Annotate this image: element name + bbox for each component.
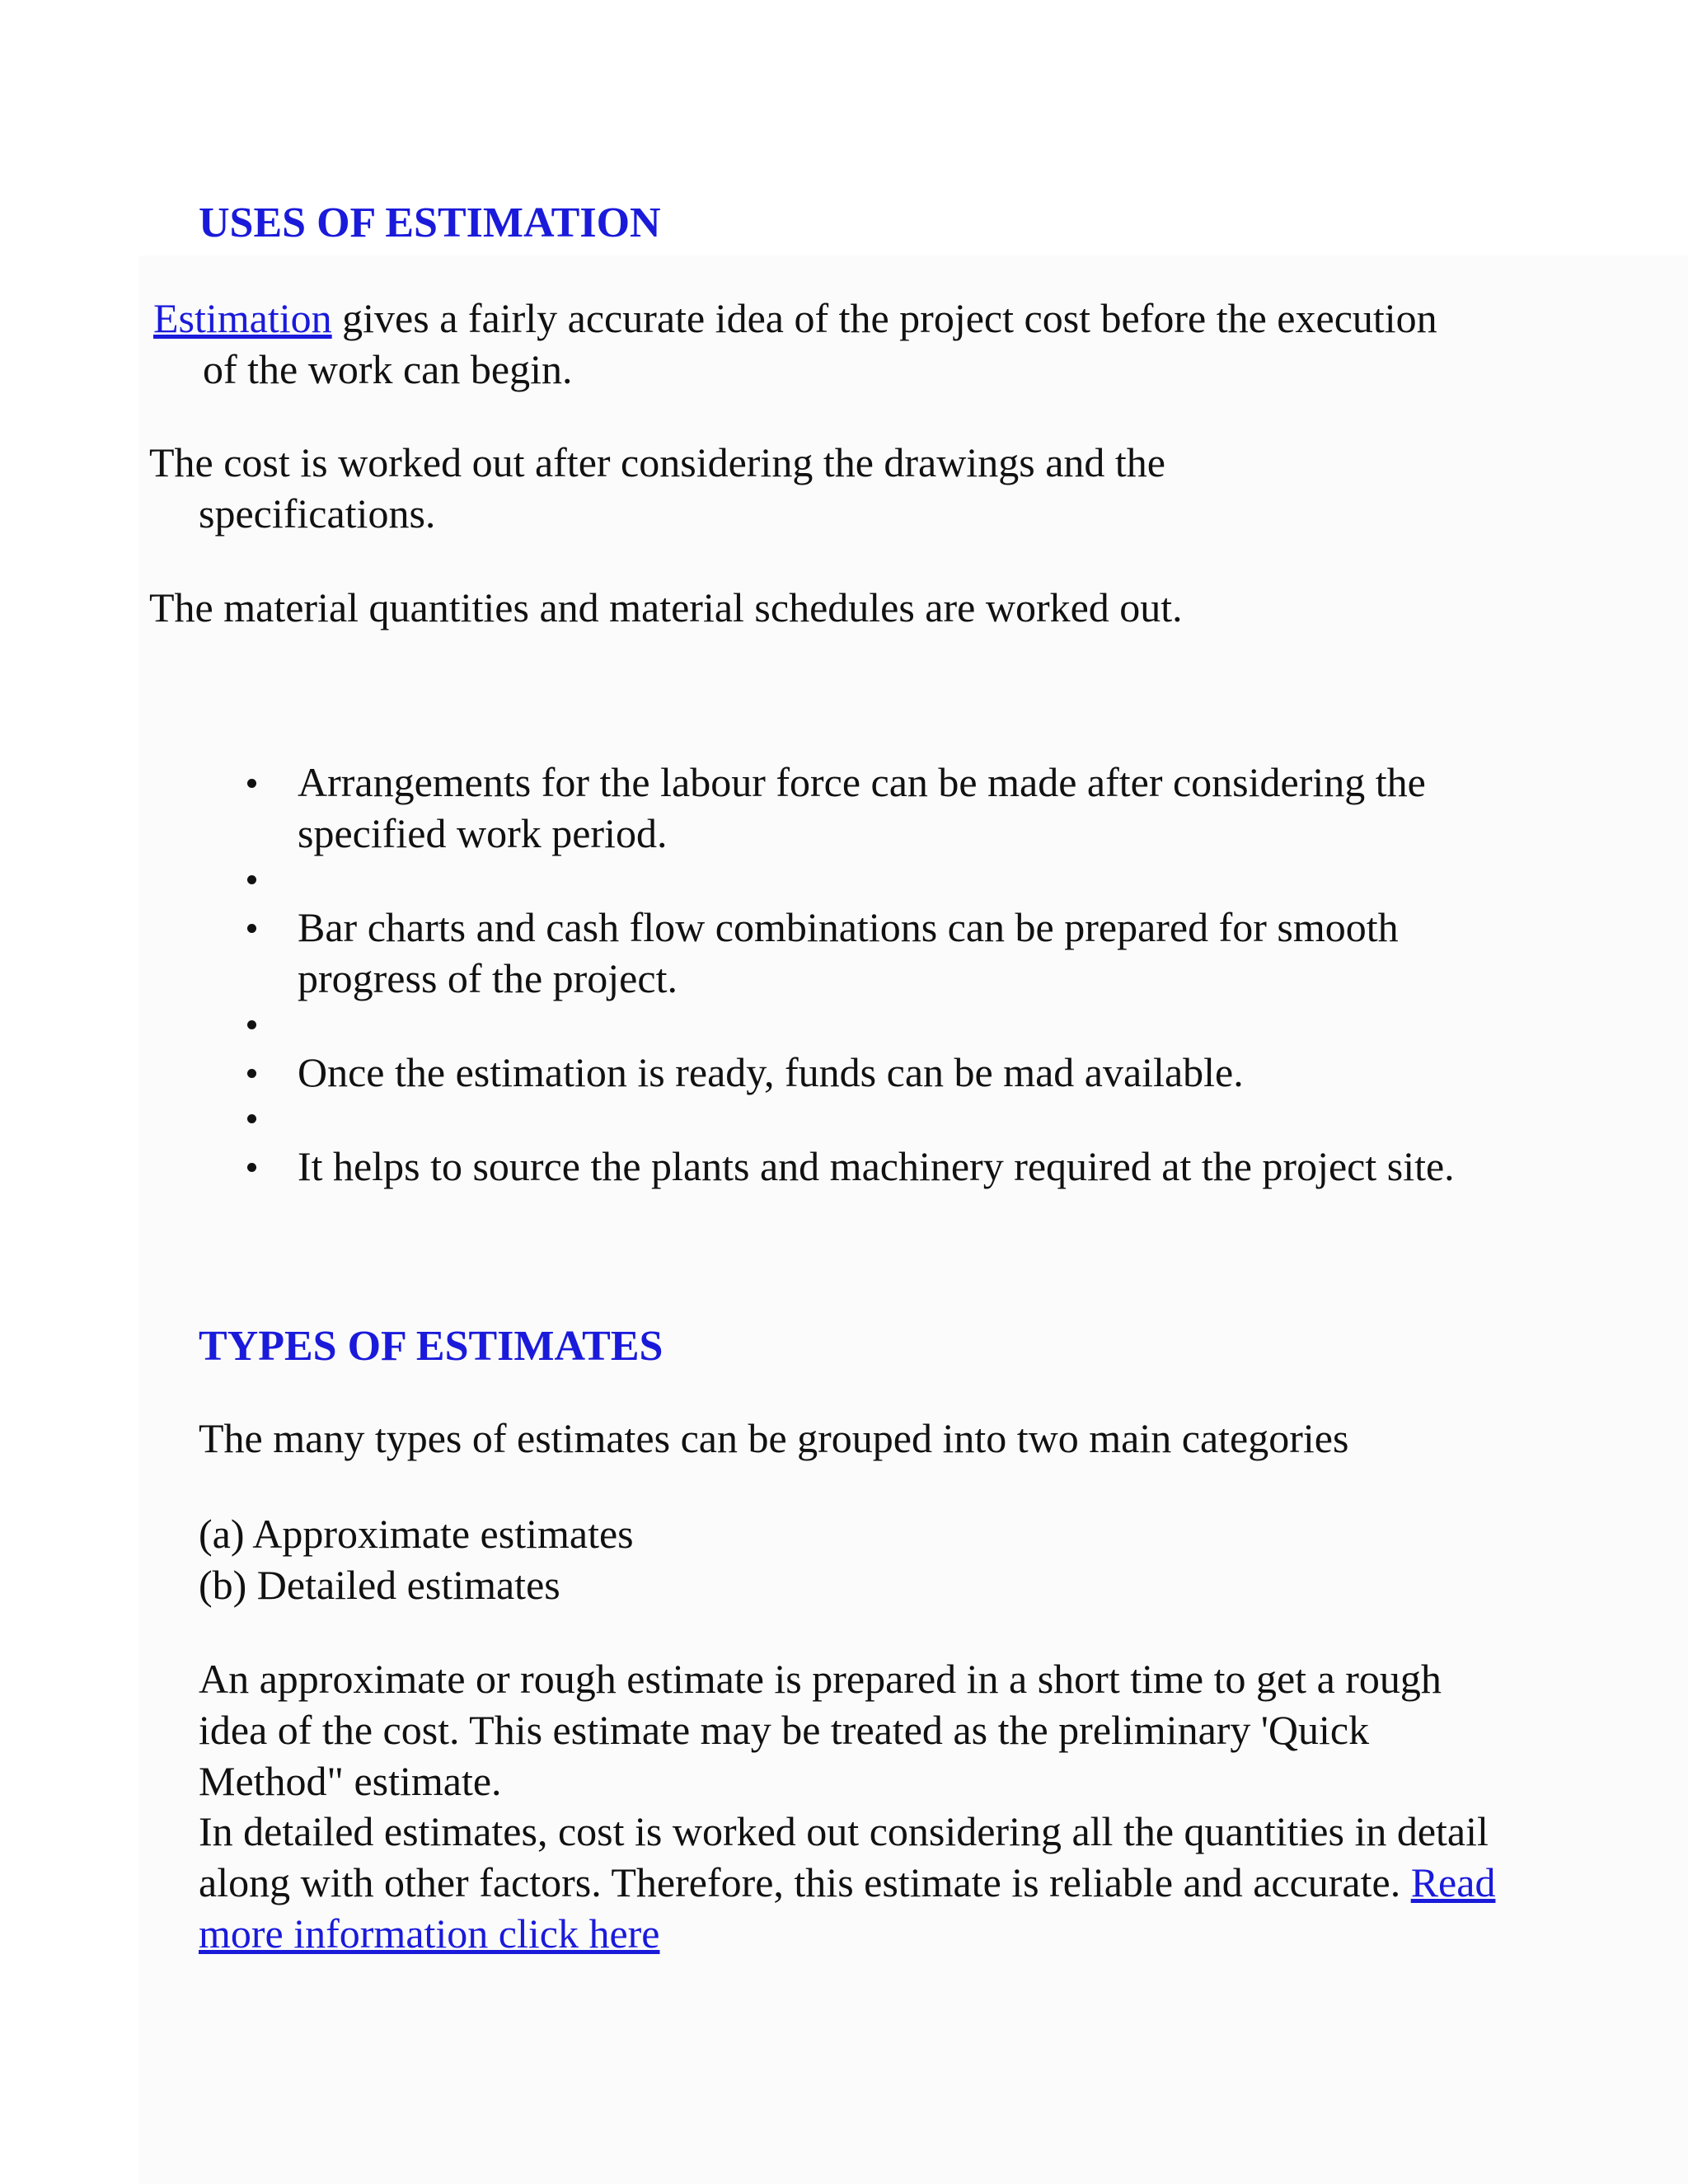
type-b: (b) Detailed estimates xyxy=(199,1562,560,1608)
list-item-text: Bar charts and cash flow combinations can be prepared for smooth progress of the project. xyxy=(298,904,1399,1001)
bullet-icon xyxy=(247,1163,256,1172)
bullet-icon xyxy=(247,875,256,884)
intro-text: gives a fairly accurate idea of the project cost before the execution of the work can begin. xyxy=(203,295,1437,392)
detailed-paragraph xyxy=(199,1806,1501,1959)
types-intro: The many types of estimates can be grouped into two main categories xyxy=(199,1415,1349,1461)
cost-paragraph: The cost is worked out after considering the drawings and the specifications. xyxy=(149,439,1165,537)
list-item-text: Once the estimation is ready, funds can be mad available. xyxy=(298,1049,1244,1095)
bullet-icon xyxy=(247,779,256,788)
list-item xyxy=(247,1141,1517,1192)
type-a: (a) Approximate estimates xyxy=(199,1511,634,1557)
read-more-link[interactable]: Read more information click here xyxy=(199,1859,1496,1957)
heading-types-of-estimates: TYPES OF ESTIMATES xyxy=(199,1323,663,1370)
approximate-paragraph: An approximate or rough estimate is prepared in a short time to get a rough idea of the cost. This estimate may be treated as the preliminary 'Quick Method" estimate. xyxy=(199,1656,1442,1804)
material-paragraph: The material quantities and material schedules are worked out. xyxy=(149,584,1183,630)
bullet-icon xyxy=(247,924,256,933)
list-item xyxy=(247,1047,1517,1098)
list-item-text: Arrangements for the labour force can be made after considering the specified work period. xyxy=(298,759,1426,856)
empty-list-item xyxy=(247,1098,1517,1141)
bullet-icon xyxy=(247,1069,256,1078)
bullet-icon xyxy=(247,1114,256,1123)
heading-uses-of-estimation: USES OF ESTIMATION xyxy=(199,199,661,246)
list-item xyxy=(247,902,1517,1004)
estimation-link[interactable]: Estimation xyxy=(153,295,332,341)
uses-bullet-list xyxy=(247,757,1517,1192)
list-item xyxy=(247,757,1517,859)
list-item-text: It helps to source the plants and machinery required at the project site. xyxy=(298,1143,1455,1189)
empty-list-item xyxy=(247,1004,1517,1047)
bullet-icon xyxy=(247,1020,256,1029)
intro-paragraph xyxy=(153,293,1439,395)
detailed-text: In detailed estimates, cost is worked out considering all the quantities in detail along with other factors. Therefore, this estimate is reliable and accurate. xyxy=(199,1808,1489,1905)
empty-list-item xyxy=(247,859,1517,902)
